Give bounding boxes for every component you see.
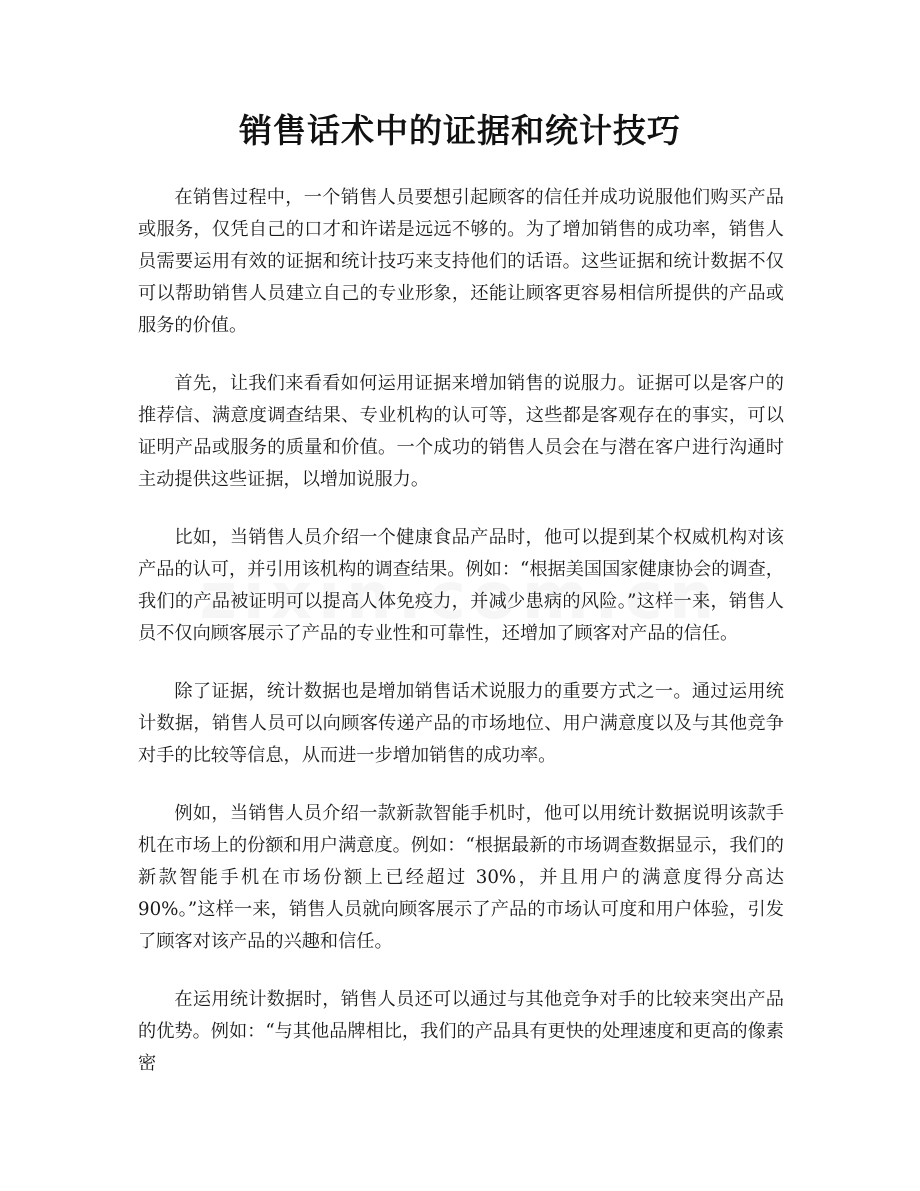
document-body — [138, 182, 784, 1106]
paragraph: 比如，当销售人员介绍一个健康食品产品时，他可以提到某个权威机构对该产品的认可，并引用该机构的调查结果。例如：“根据美国国家健康协会的调查，我们的产品被证明可以提高人体免疫力，并减少患病的风险。”这样一来，销售人员不仅向顾客展示了产品的专业性和可靠性，还增加了顾客对产品的信任。 — [138, 527, 784, 644]
paragraph: 除了证据，统计数据也是增加销售话术说服力的重要方式之一。通过运用统计数据，销售人员可以向顾客传递产品的市场地位、用户满意度以及与其他竞争对手的比较等信息，从而进一步增加销售的成功率。 — [138, 681, 784, 766]
document-title: 销售话术中的证据和统计技巧 — [239, 111, 681, 150]
paragraph: 在运用统计数据时，销售人员还可以通过与其他竞争对手的比较来突出产品的优势。例如：“与其他品牌相比，我们的产品具有更快的处理速度和更高的像素密 — [138, 989, 784, 1074]
paragraph: 例如，当销售人员介绍一款新款智能手机时，他可以用统计数据说明该款手机在市场上的份额和用户满意度。例如：“根据最新的市场调查数据显示，我们的新款智能手机在市场份额上已经超过 30%，并且用户的满意度得分高达 90%。”这样一来，销售人员就向顾客展示了产品的市场认可度和用户体验，引发了顾客对该产品的兴趣和信任。 — [138, 803, 784, 952]
paragraph: 首先，让我们来看看如何运用证据来增加销售的说服力。证据可以是客户的推荐信、满意度调查结果、专业机构的认可等，这些都是客观存在的事实，可以证明产品或服务的质量和价值。一个成功的销售人员会在与潜在客户进行沟通时主动提供这些证据，以增加说服力。 — [138, 373, 784, 490]
paragraph: 在销售过程中，一个销售人员要想引起顾客的信任并成功说服他们购买产品或服务，仅凭自己的口才和许诺是远远不够的。为了增加销售的成功率，销售人员需要运用有效的证据和统计技巧来支持他们的话语。这些证据和统计数据不仅可以帮助销售人员建立自己的专业形象，还能让顾客更容易相信所提供的产品或服务的价值。 — [138, 187, 784, 336]
